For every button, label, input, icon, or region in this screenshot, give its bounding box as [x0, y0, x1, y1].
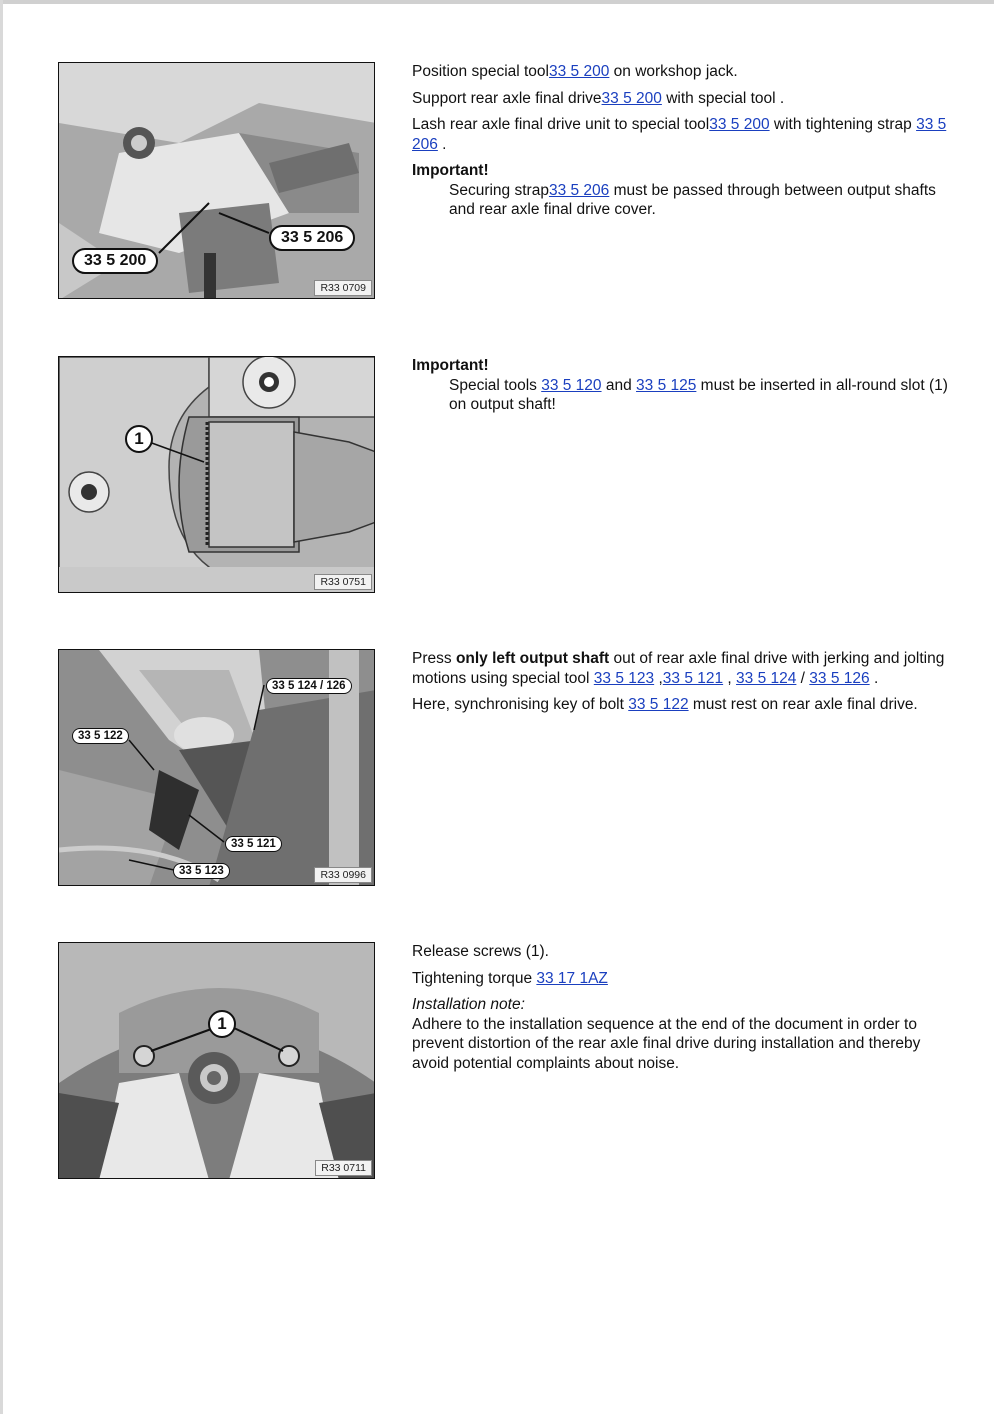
text-span: Position special tool — [412, 63, 549, 80]
figure-code: R33 0996 — [314, 867, 372, 883]
figure-photo-final-drive-cover-screws — [59, 943, 375, 1179]
callout-tool-33-5-206: 33 5 206 — [269, 225, 355, 251]
link-tool-33-5-200[interactable]: 33 5 200 — [601, 89, 662, 107]
important-heading: Important! — [412, 162, 489, 179]
page-left-edge — [0, 0, 3, 1414]
text-span: . — [437, 135, 447, 153]
link-tool-33-5-123[interactable]: 33 5 123 — [593, 669, 655, 687]
step-1-text — [412, 62, 957, 227]
step-4-text — [412, 942, 957, 1080]
text-span: must rest on rear axle final drive. — [688, 696, 918, 713]
step-3-line-1 — [412, 649, 957, 688]
text-span: , — [654, 669, 663, 687]
text-span: Support rear axle final drive — [412, 89, 602, 107]
step-3-line-2 — [412, 695, 957, 715]
text-span: / — [796, 669, 810, 687]
text-span: with special tool . — [661, 89, 785, 107]
bold-text: only left output shaft — [455, 650, 610, 667]
link-tool-33-5-124[interactable]: 33 5 124 — [736, 669, 797, 687]
link-tool-33-5-206[interactable]: 33 5 206 — [412, 116, 947, 153]
link-tool-33-5-120[interactable]: 33 5 120 — [541, 376, 602, 394]
figure-code: R33 0709 — [314, 280, 372, 296]
figure-step-2 — [58, 356, 375, 593]
text-span: , — [723, 669, 737, 687]
step-4-line-1: Release screws (1). — [412, 943, 549, 960]
text-span: Special tools — [449, 376, 542, 394]
installation-note-text: Adhere to the installation sequence at the end of the document in order to prevent distortion of the rear axle final drive during installation and thereby avoid potential complaints about noise. — [412, 1015, 921, 1072]
text-span: . — [869, 669, 879, 687]
installation-note-heading: Installation note: — [412, 996, 525, 1013]
text-span: must be inserted in all-round slot (1) on output shaft! — [449, 376, 948, 413]
text-span: on workshop jack. — [609, 63, 738, 80]
important-heading: Important! — [412, 357, 489, 374]
link-tool-33-5-125[interactable]: 33 5 125 — [636, 376, 697, 394]
figure-code: R33 0711 — [315, 1160, 372, 1176]
text-span: and — [601, 376, 637, 394]
step-4-line-2 — [412, 969, 957, 989]
text-span: Press — [412, 650, 456, 667]
callout-tool-33-5-122: 33 5 122 — [72, 728, 129, 744]
link-tool-33-5-200[interactable]: 33 5 200 — [549, 63, 610, 80]
step-3-text — [412, 649, 957, 722]
callout-tool-33-5-124-126: 33 5 124 / 126 — [266, 678, 352, 694]
page-top-edge — [0, 0, 994, 4]
callout-tool-33-5-200: 33 5 200 — [72, 248, 158, 274]
text-span: out of rear axle final drive with jerking and jolting motions using special tool — [412, 650, 945, 687]
callout-slot-1: 1 — [125, 425, 153, 453]
step-1-line-1 — [412, 62, 957, 82]
link-tool-33-5-200[interactable]: 33 5 200 — [709, 116, 770, 133]
figure-drawing-output-shaft — [59, 357, 375, 593]
text-span: Securing strap — [449, 181, 549, 199]
callout-tool-33-5-121: 33 5 121 — [225, 836, 282, 852]
figure-code: R33 0751 — [314, 574, 372, 590]
text-span: with tightening strap — [769, 116, 917, 133]
figure-step-1 — [58, 62, 375, 299]
text-span: must be passed through between output shafts and rear axle final drive cover. — [449, 181, 936, 218]
link-torque-33-17-1az[interactable]: 33 17 1AZ — [536, 969, 608, 987]
link-tool-33-5-122[interactable]: 33 5 122 — [628, 696, 689, 713]
text-span: Here, synchronising key of bolt — [412, 696, 629, 713]
important-text — [449, 376, 957, 415]
text-span: Lash rear axle final drive unit to special tool — [412, 116, 710, 133]
link-tool-33-5-206[interactable]: 33 5 206 — [548, 181, 610, 199]
link-tool-33-5-121[interactable]: 33 5 121 — [662, 669, 724, 687]
figure-step-3 — [58, 649, 375, 886]
step-1-line-2 — [412, 89, 957, 109]
callout-screws-1: 1 — [208, 1010, 236, 1038]
important-text — [449, 181, 957, 220]
callout-tool-33-5-123: 33 5 123 — [173, 863, 230, 879]
link-tool-33-5-126[interactable]: 33 5 126 — [809, 669, 870, 687]
figure-step-4 — [58, 942, 375, 1179]
step-2-text — [412, 356, 957, 422]
step-1-line-3 — [412, 115, 957, 154]
text-span: Tightening torque — [412, 969, 537, 987]
